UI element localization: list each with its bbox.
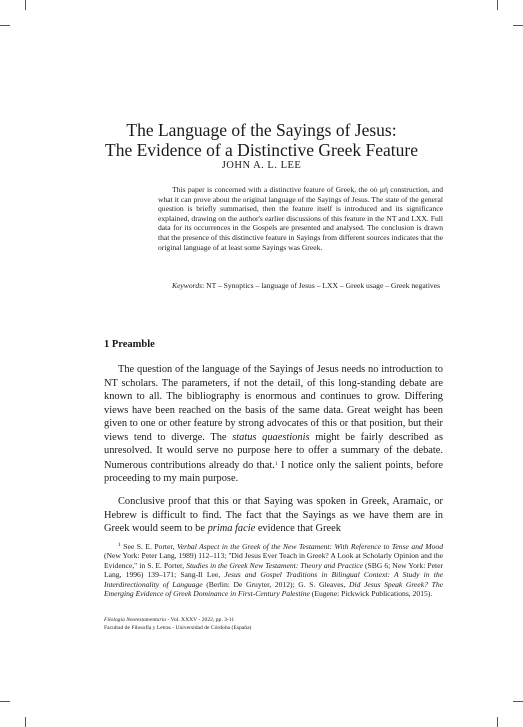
para2-italic: prima facie [207, 523, 256, 534]
article-title [60, 120, 463, 160]
keywords-text: : NT – Synoptics – language of Jesus – LXX – Greek usage – Greek negatives [202, 281, 441, 290]
footnote-number: 1 [118, 542, 121, 548]
footer-details: - Vol. XXXV - 2022, pp. 3-11 [166, 617, 235, 623]
footer-journal: Filología Neotestamentaria [104, 617, 166, 623]
para1-text-b: might be fairly described as unresolved. It would serve no purpose here to offer a summary of the debate. Numerous contributions already do that. [104, 431, 444, 471]
footnote-italic-2: Studies in the Greek New Testament: Theory and Practice [186, 560, 363, 570]
footnote-text-1: See S. E. Porter, [120, 542, 177, 551]
crop-mark-top-right-horizontal [513, 25, 523, 26]
para1-italic: status quaestionis [232, 431, 310, 443]
footer-institution: Facultad de Filosofía y Letras - Universidad de Córdoba (España) [104, 624, 252, 631]
footnote-1 [104, 541, 443, 598]
body-paragraph-1 [104, 363, 443, 486]
para1-text-c: I notice only the salient points, before proceeding to my main purpose. [104, 459, 444, 484]
crop-mark-top-right-vertical [497, 0, 498, 10]
para2-text-a: Conclusive proof that this or that Saying was spoken in Greek, Aramaic, or Hebrew is difficult to find. The fact that the Sayings as we have them are in Greek would seem to be [104, 496, 443, 534]
crop-mark-bottom-right-horizontal [513, 701, 523, 702]
section-heading: 1 Preamble [104, 339, 155, 350]
footnote-text-3: (SBG 6; New York: Peter Lang, 1996) 139–171; Sang-Il Lee, [104, 560, 443, 580]
title-line-1: The Language of the Sayings of Jesus: [126, 119, 397, 140]
footnote-text-2: (New York: Peter Lang, 1989) 112–113; "Did Jesus Ever Teach in Greek? A Look at Scholarly Opinion and the Evidence," in S. E. Porter, [104, 551, 443, 570]
para2-text-b: evidence that Greek [255, 523, 341, 534]
crop-mark-bottom-left-horizontal [0, 701, 10, 702]
footnote-ref[interactable]: 1 [274, 460, 278, 467]
crop-mark-bottom-left-vertical [25, 717, 26, 727]
crop-mark-bottom-right-vertical [497, 717, 498, 727]
body-paragraph-2 [104, 495, 443, 536]
footnote-italic-1: Verbal Aspect in the Greek of the New Testament: With Reference to Tense and Mood [176, 542, 443, 551]
crop-mark-top-left-vertical [25, 0, 26, 10]
keywords [158, 281, 443, 291]
author-name: JOHN A. L. LEE [221, 160, 302, 171]
abstract: This paper is concerned with a distinctive feature of Greek, the οὐ μή construction, and what it can prove about the original language of the Sayings of Jesus. The state of the general question is briefly summarised, then the feature itself is introduced and its significance explained, drawing on the author's earlier discussions of this feature in the NT and LXX. Full data for its occurrences in the Gospels are presented and analysed. The conclusion is drawn that the presence of this distinctive feature in Sayings from different sources indicates that the original language of at least some Sayings was Greek. [158, 185, 443, 252]
page-footer [104, 617, 251, 632]
footnote-text-4: (Berlin: De Gruyter, 2012); G. S. Gleaves, [202, 579, 350, 589]
crop-mark-top-left-horizontal [0, 25, 10, 26]
title-line-2: The Evidence of a Distinctive Greek Feature [105, 139, 418, 160]
footnote-italic-4: Did Jesus Speak Greek? The Emerging Evidence of Greek Dominance in First-Century Palestine [104, 579, 443, 599]
footnote-italic-3: Jesus and Gospel Traditions in Bilingual Context: A Study in the Interdirectionality of Language [104, 570, 443, 589]
footnote-text-5: (Eugene: Pickwick Publications, 2015). [309, 589, 433, 599]
para1-text-a: The question of the language of the Sayings of Jesus needs no introduction to NT scholars. The parameters, if not the detail, of this long-standing debate are known to all. The bibliography is enormous and continues to grow. Differing views have been reached on the basis of the same data. Great weight has been given to one or other feature by strong advocates of this or that position, but their views tend to diverge. The [104, 364, 443, 443]
keywords-label: Keywords [172, 281, 203, 290]
